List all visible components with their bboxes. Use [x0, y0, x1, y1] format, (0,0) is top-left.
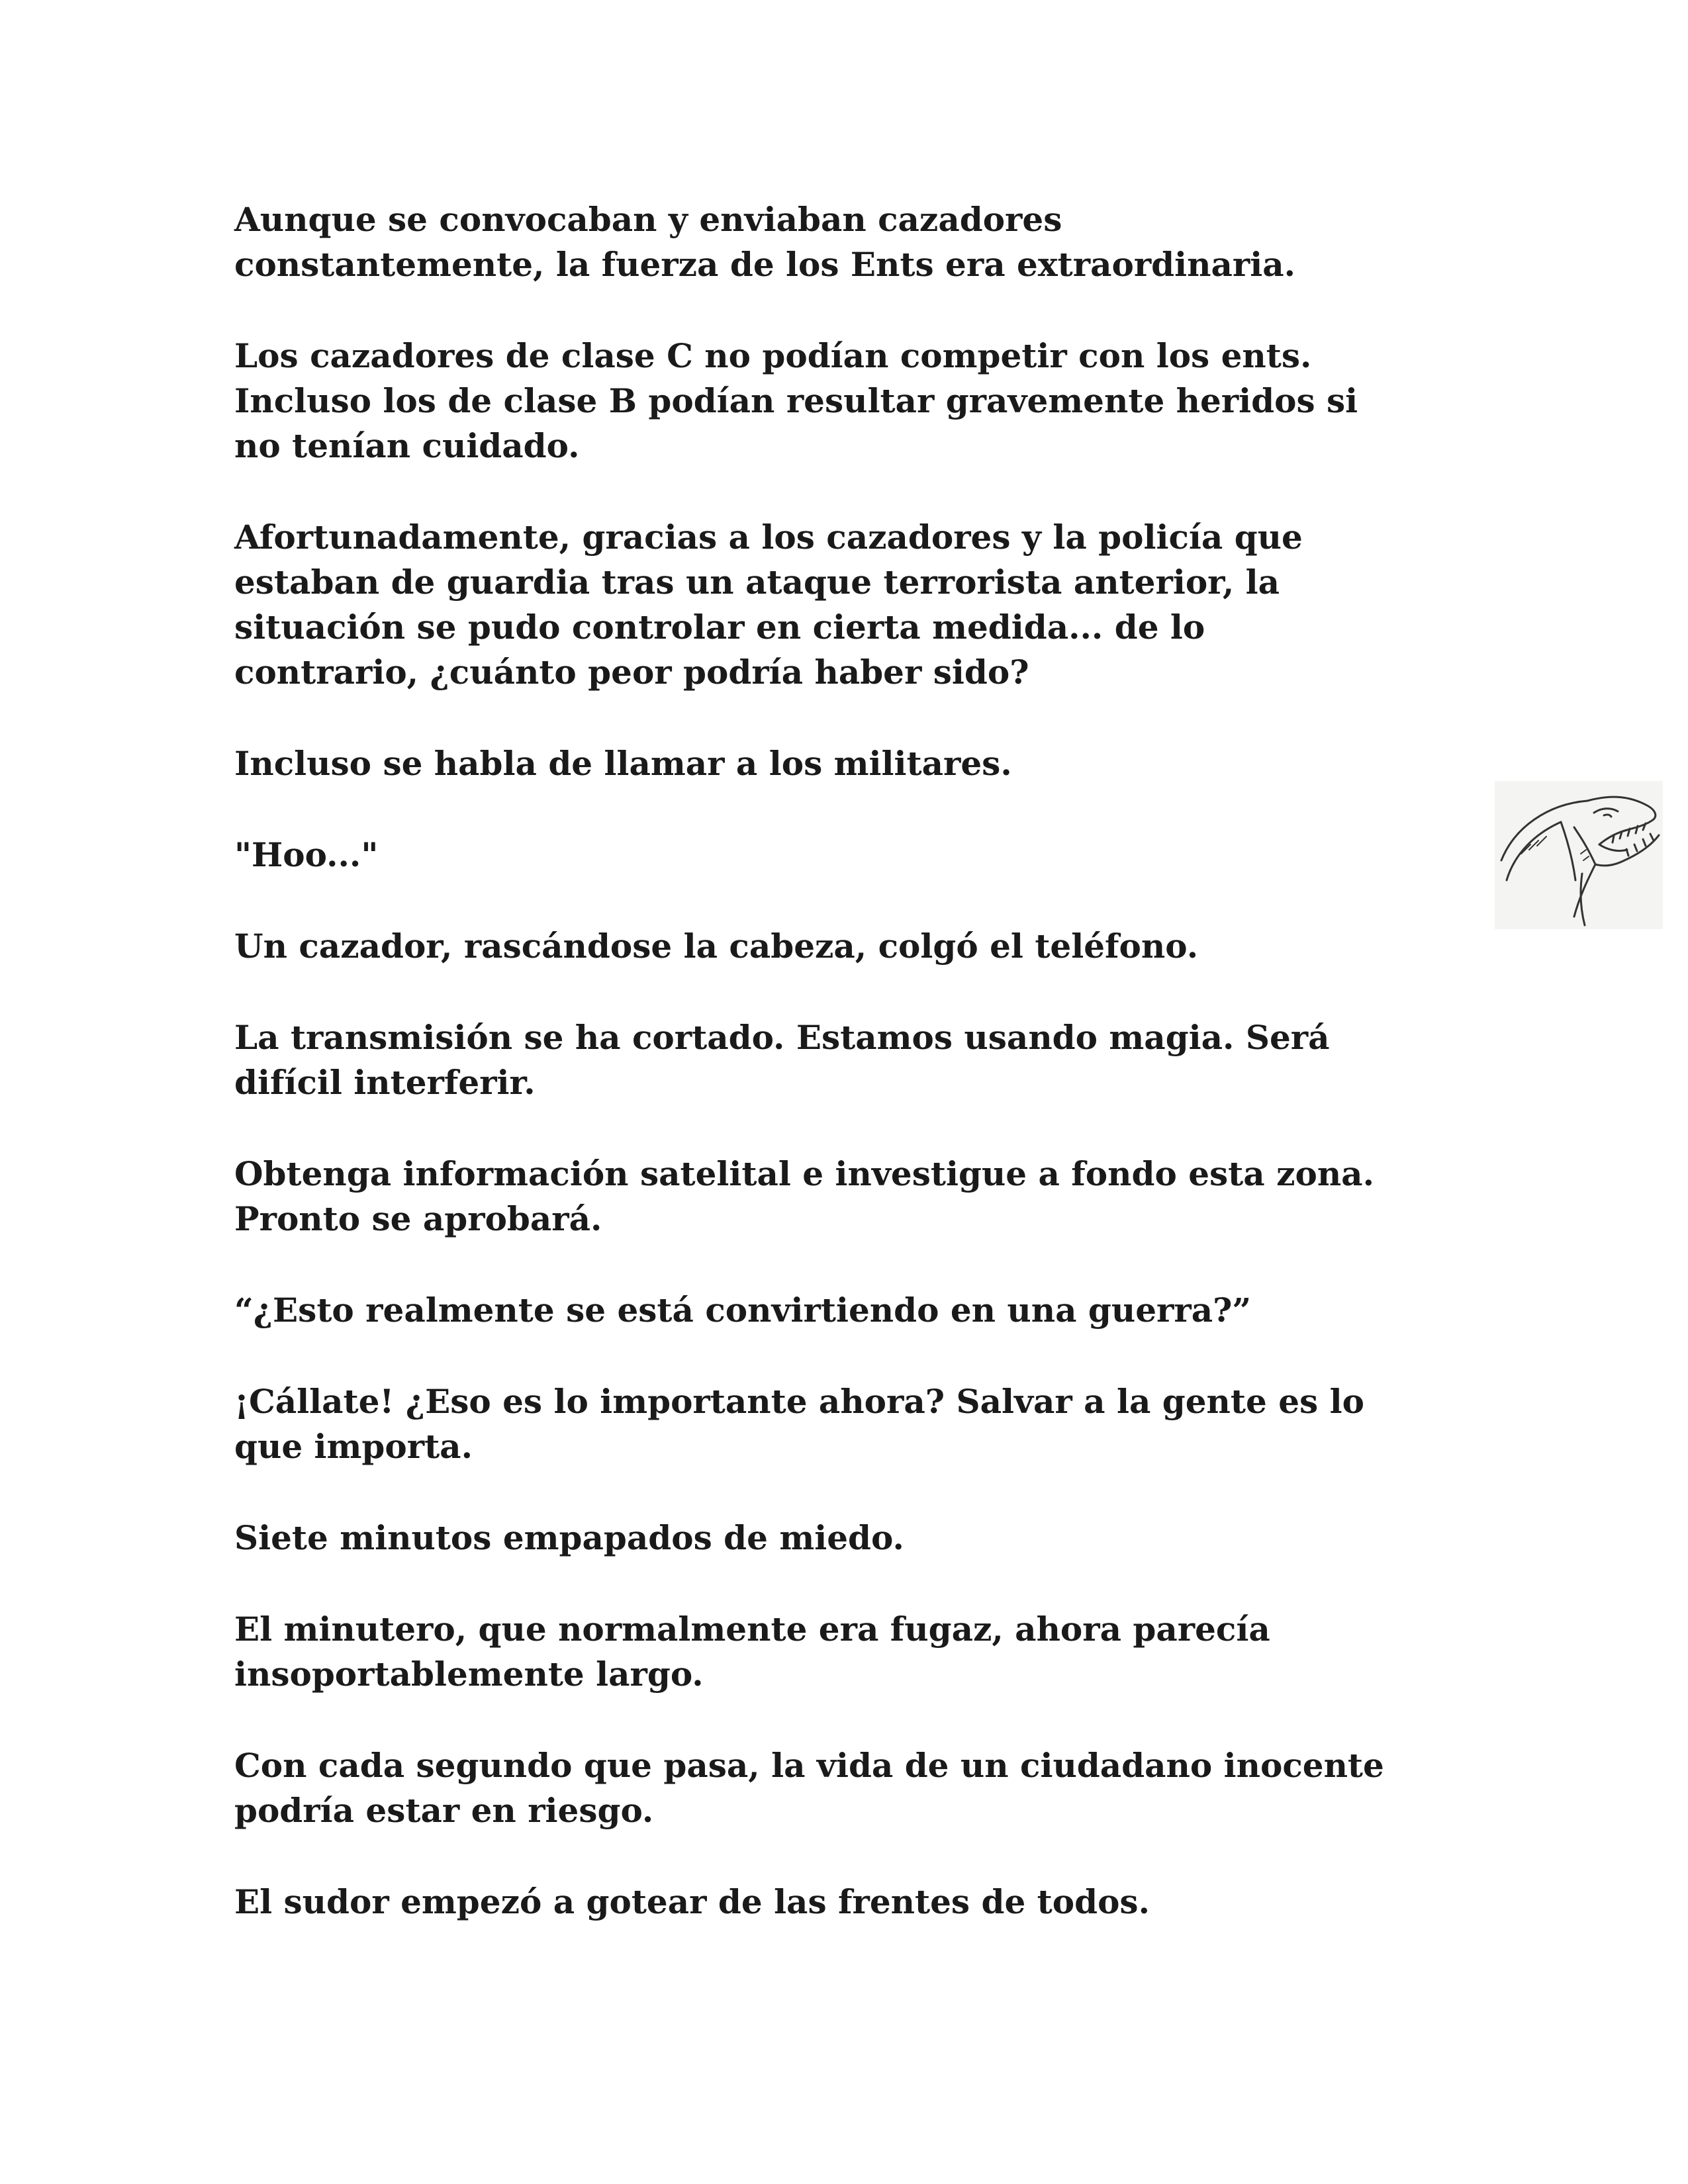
- paragraph: “¿Esto realmente se está convirtiendo en una guerra?”: [234, 1291, 1252, 1330]
- paragraph: Afortunadamente, gracias a los cazadores y la policía que estaban de guardia tras un ataque terrorista anterior, la situación se pudo controlar en cierta medida... de lo contrario, ¿cuánto peor podría haber sido?: [234, 518, 1303, 692]
- paragraph: Siete minutos empapados de miedo.: [234, 1518, 904, 1557]
- paragraph: El sudor empezó a gotear de las frentes de todos.: [234, 1882, 1150, 1921]
- paragraph: Incluso se habla de llamar a los militares.: [234, 744, 1012, 783]
- paragraph: Aunque se convocaban y enviaban cazadores constantemente, la fuerza de los Ents era extraordinaria.: [234, 200, 1296, 284]
- paragraph: La transmisión se ha cortado. Estamos usando magia. Será difícil interferir.: [234, 1018, 1330, 1102]
- body-text: [234, 197, 1466, 1925]
- paragraph: Un cazador, rascándose la cabeza, colgó el teléfono.: [234, 927, 1199, 966]
- paragraph: "Hoo...": [234, 835, 379, 874]
- paragraph: Los cazadores de clase C no podían competir con los ents. Incluso los de clase B podían resultar gravemente heridos si no tenían cuidado.: [234, 336, 1358, 465]
- paragraph: El minutero, que normalmente era fugaz, ahora parecía insoportablemente largo.: [234, 1610, 1270, 1694]
- paragraph: Obtenga información satelital e investigue a fondo esta zona. Pronto se aprobará.: [234, 1154, 1374, 1238]
- dinosaur-head-sketch-icon: [1495, 781, 1663, 929]
- paragraph: Con cada segundo que pasa, la vida de un ciudadano inocente podría estar en riesgo.: [234, 1746, 1384, 1830]
- paragraph: ¡Cállate! ¿Eso es lo importante ahora? Salvar a la gente es lo que importa.: [234, 1382, 1364, 1466]
